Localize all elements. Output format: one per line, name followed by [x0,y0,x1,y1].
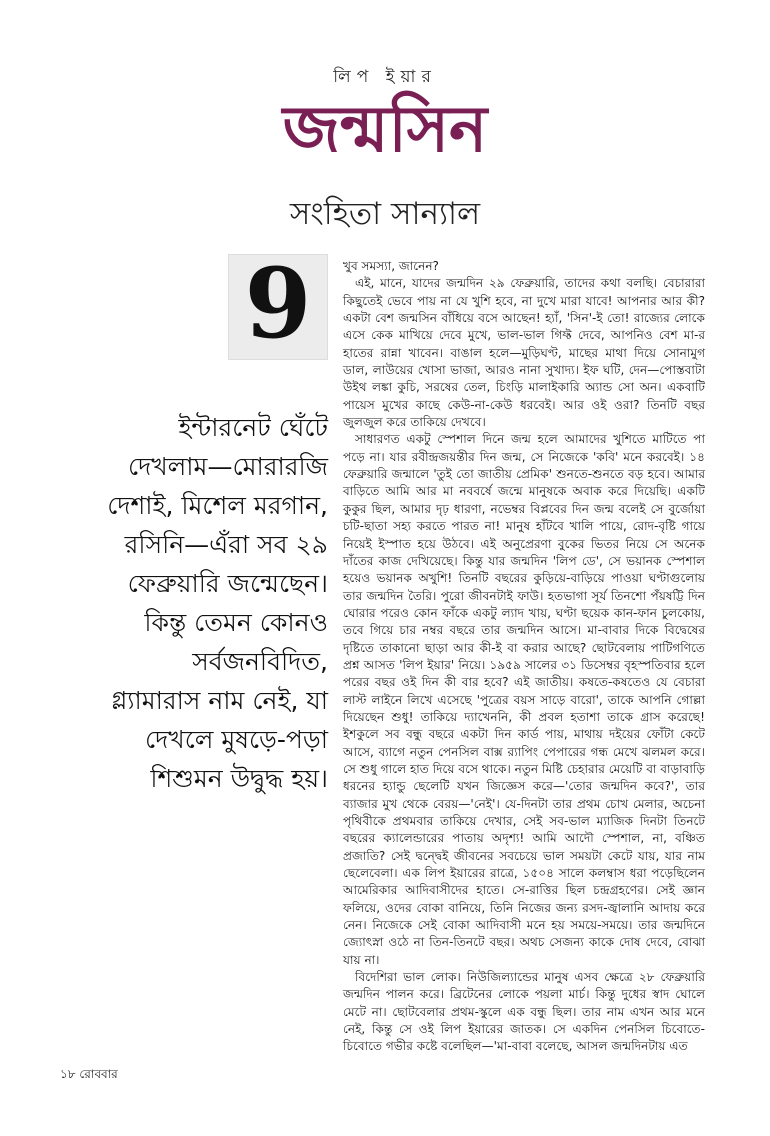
body-paragraph: সাধারণত একটু স্পেশাল দিনে জন্ম হলে আমাদের খুশিতে মাটিতে পা পড়ে না। যার রবীন্দ্রজয়ন্তীর দিন জন্ম, সে নিজেকে 'কবি' মনে করবেই। ১৪ ফেব্রুয়ারি জন্মালে 'তুই তো জাতীয় প্রেমিক' শুনতে-শুনতে বড় হবে। আমার বাড়িতে আমি আর মা নববর্ষে জন্মে মানুষকে অবাক করে দিয়েছি। একটি কুকুর ছিল, আমার দৃঢ় ধারণা, নভেম্বর বিপ্লবের দিন জন্ম বলেই সে বুর্জোয়া চটি-ছাতা সহ্য করতে পারত না! মানুষ হাঁটবে খালি পায়ে, রোদ-বৃষ্টি গায়ে নিয়েই ইস্পাত হয়ে উঠবে। এই অনুপ্রেরণা বুকের ভিতর নিয়ে সে অনেক দাঁতের কাজ দেখিয়েছে। কিন্তু যার জন্মদিন 'লিপ ডে', সে ভয়ানক স্পেশাল হয়েও ভয়ানক অখুশি! তিনটি বছরের কুড়িয়ে-বাড়িয়ে পাওয়া ঘণ্টাগুলোয় তার জন্মদিন তৈরি। পুরো জীবনটাই ফাউ। হতভাগা সূর্য তিনশো পঁয়ষট্টি দিন ঘোরার পরেও কোন ফাঁকে একটু ল্যাদ খায়, ঘণ্টা ছয়েক কান-ফান চুলকোয়, তবে গিয়ে চার নম্বর বছরে তার জন্মদিন আসে। মা-বাবার দিকে বিদ্বেষের দৃষ্টিতে তাকানো ছাড়া আর কী-ই বা করার আছে? ছোটবেলায় পাটিগণিতে প্রশ্ন আসত 'লিপ ইয়ার' নিয়ে। ১৯৫৯ সালের ৩১ ডিসেম্বর বৃহস্পতিবার হলে পরের বছর ওই দিন কী বার হবে? এই জাতীয়। কষতে-কষতেও যে বেচারা লাস্ট লাইনে লিখে এসেছে 'পুত্রের বয়স সাড়ে বারো', তাকে আপনি গোল্লা দিয়েছেন শুধু! তাকিয়ে দ্যাখেননি, কী প্রবল হতাশা তাকে গ্রাস করেছে! ইশকুলে সব বন্ধু বছরে একটা দিন কার্ড পায়, মাথায় দইয়ের ফোঁটা কেটে আসে, ব্যাগে নতুন পেনসিল বাক্স র‍্যাপিং পেপারের গন্ধ মেখে ঝলমল করে। সে শুধু গালে হাত দিয়ে বসে থাকে। নতুন মিষ্টি চেহারার মেয়েটি বা বাড়াবাড়ি ধরনের হ্যান্ডু ছেলেটি যখন জিজ্ঞেস করে—'তোর জন্মদিন কবে?', তার ব্যাজার মুখ থেকে বেরয়—'নেই'। যে-দিনটা তার প্রথম চোখ মেলার, অচেনা পৃথিবীকে প্রথমবার তাকিয়ে দেখার, সেই সব-ভাল ম্যাজিক দিনটা তিনটে বছরের ক্যালেন্ডারের পাতায় অদৃশ্য! আমি আদৌ স্পেশাল, না, বঞ্চিত প্রজাতি? সেই দ্বন্দ্বেই জীবনের সবচেয়ে ভাল সময়টা কেটে যায়, যার নাম ছেলেবেলা। এক লিপ ইয়ারের রাত্রে, ১৫০৪ সালে কলম্বাস ধরা পড়েছিলেন আমেরিকার আদিবাসীদের হাতে। সে-রাত্তির ছিল চন্দ্রগ্রহণের। সেই জ্ঞান ফলিয়ে, ওদের বোকা বানিয়ে, তিনি নিজের জন্য রসদ-জ্বালানি আদায় করে নেন। নিজেকে সেই বোকা আদিবাসী মনে হয় সময়ে-সময়ে। তার জন্মদিনে জ্যোৎস্না ওঠে না তিন-তিনটে বছর। অথচ সেজন্য কাকে দোষ দেবে, বোঝা যায় না। [343,432,705,967]
body-paragraph: খুব সমস্যা, জানেন? [343,259,439,273]
pull-quote-line: দেখলে মুষড়ে-পড়া [145,725,328,754]
pull-quote-line: রসিনি—এঁরা সব ২৯ [124,530,328,559]
body-paragraph: বিদেশিরা ভাল লোক। নিউজিল্যান্ডের মানুষ এসব ক্ষেত্রে ২৮ ফেব্রুয়ারি জন্মদিন পালন করে। ব্রিটেনের লোকে পয়লা মার্চ। কিন্তু দুধের স্বাদ ঘোলে মেটে না। ছোটবেলার প্রথম-স্কুলে এক বন্ধু ছিল। তার নাম এখন আর মনে নেই, কিন্তু সে ওই লিপ ইয়ারের জাতক। সে একদিন পেনসিল চিবোতে-চিবোতে গভীর কষ্টে বলেছিল—'মা-বাবা বলেছে, আসল জন্মদিনটায় এত [343,970,705,1054]
article-title: জন্মসিন [282,93,488,167]
numeral-digit: 9 [244,247,312,360]
pull-quote-line: শিশুমন উদ্বুদ্ধ হয়। [150,764,328,793]
page-folio: ১৮ রোববার [60,1067,118,1081]
pull-quote-line: সর্বজনবিদিত, [192,647,328,676]
article-body [343,258,705,1056]
numeral-illustration [228,247,328,360]
pull-quote [60,408,328,798]
pull-quote-line: গ্ল্যামারাস নাম নেই, যা [111,686,328,715]
author-byline: সংহিতা সান্যাল [289,196,481,232]
pull-quote-line: দেখলাম—মোরারজি [127,452,328,481]
pull-quote-line: কিন্তু তেমন কোনও [144,608,328,637]
body-paragraph: এই, মানে, যাদের জন্মদিন ২৯ ফেব্রুয়ারি, তাদের কথা বলছি। বেচারারা কিছুতেই ভেবে পায় না যে খুশি হবে, না দুখে মারা যাবে! আপনার আর কী? একটা বেশ জন্মসিন বাঁধিয়ে বসে আছেন! হ্যাঁ, 'সিন'-ই তো! রাজ্যের লোকে এসে কেক মাখিয়ে দেবে মুখে, ভাল-ভাল গিফ্ট দেবে, আপনিও বেশ মা-র হাতের রান্না খাবেন। বাঙাল হলে—মুড়িঘণ্ট, মাছের মাথা দিয়ে সোনামুগ ডাল, লাউয়ের খোসা ভাজা, আরও নানা সুখাদ্য। ইফ ঘটি, দেন—পোস্তবাটা উইথ লঙ্কা কুচি, সরষের তেল, চিংড়ি মালাইকারি অ্যান্ড সো অন। একবাটি পায়েস মুখের কাছে কেউ-না-কেউ ধরবেই। আর ওই ওরা? তিনটি বছর জুলজুল করে তাকিয়ে দেখবে। [343,276,705,430]
pull-quote-line: ইন্টারনেট ঘেঁটে [178,413,328,442]
pull-quote-line: ফেব্রুয়ারি জন্মেছেন। [127,569,328,598]
section-kicker: লিপ ইয়ার [333,67,437,87]
pull-quote-line: দেশাই, মিশেল মরগান, [107,491,328,520]
